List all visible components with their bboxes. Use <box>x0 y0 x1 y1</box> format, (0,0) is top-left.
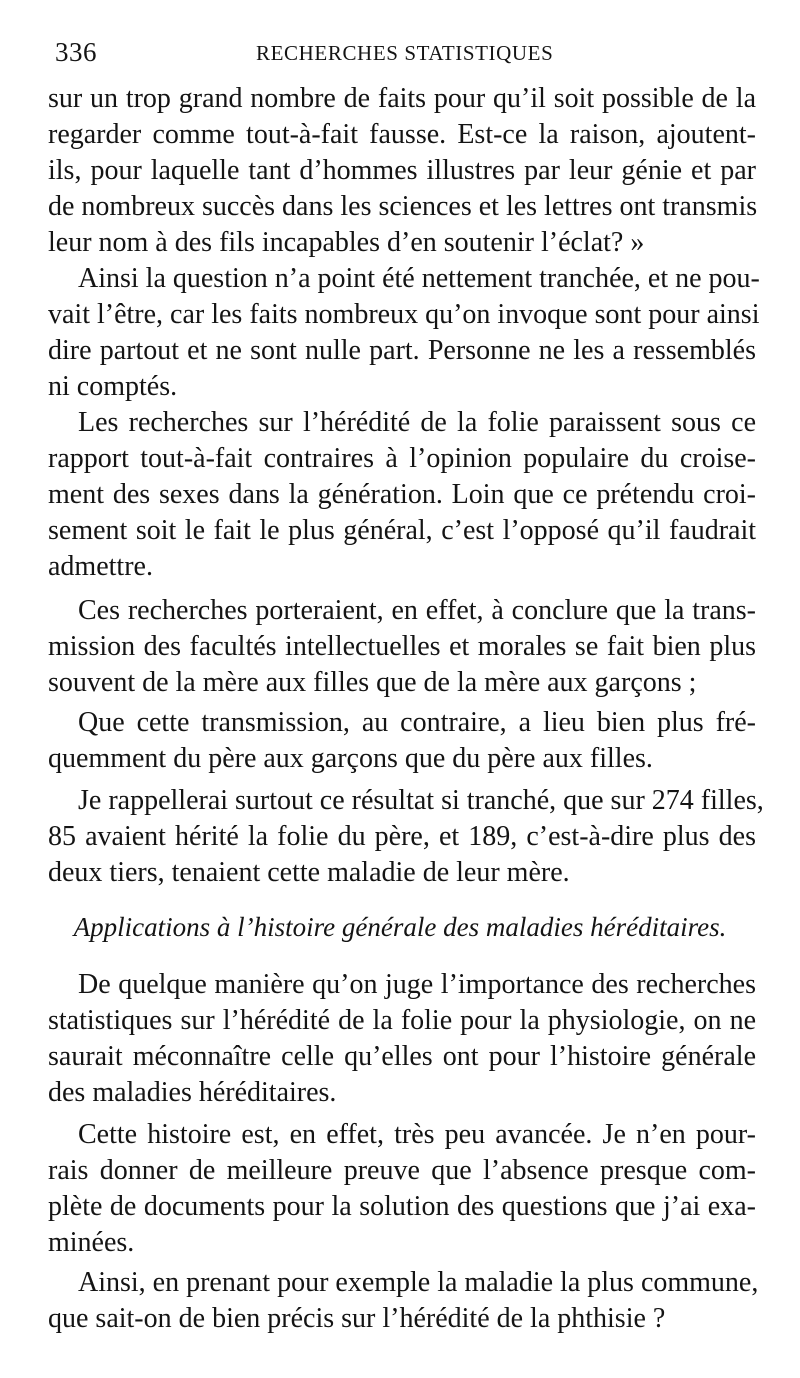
text-line: Je rappellerai surtout ce résultat si tranché, que sur 274 filles, <box>78 785 764 816</box>
text-line: rais donner de meilleure preuve que l’absence presque com- <box>48 1155 756 1186</box>
text-line: admettre. <box>48 551 153 582</box>
text-line: dire partout et ne sont nulle part. Personne ne les a ressemblés <box>48 335 756 366</box>
text-line: ment des sexes dans la génération. Loin que ce prétendu croi- <box>48 479 756 510</box>
text-line: deux tiers, tenaient cette maladie de leur mère. <box>48 857 570 888</box>
text-line: Les recherches sur l’hérédité de la folie paraissent sous ce <box>78 407 756 438</box>
text-line: plète de documents pour la solution des questions que j’ai exa- <box>48 1191 756 1222</box>
running-head: RECHERCHES STATISTIQUES <box>256 41 554 65</box>
text-line: saurait méconnaître celle qu’elles ont pour l’histoire générale <box>48 1041 756 1072</box>
page-header <box>0 36 760 68</box>
text-line: sement soit le fait le plus général, c’est l’opposé qu’il faudrait <box>48 515 756 546</box>
text-line: mission des facultés intellectuelles et morales se fait bien plus <box>48 631 756 662</box>
text-line: 85 avaient hérité la folie du père, et 189, c’est-à-dire plus des <box>48 821 756 852</box>
text-line: Ainsi, en prenant pour exemple la maladie la plus commune, <box>78 1267 759 1298</box>
text-line: ils, pour laquelle tant d’hommes illustres par leur génie et par <box>48 155 756 186</box>
text-line: quemment du père aux garçons que du père aux filles. <box>48 743 653 774</box>
text-line: de nombreux succès dans les sciences et les lettres ont transmis <box>48 191 758 222</box>
text-line: Ainsi la question n’a point été nettement tranchée, et ne pou- <box>78 263 760 294</box>
text-line: rapport tout-à-fait contraires à l’opinion populaire du croise- <box>48 443 756 474</box>
text-line: ni comptés. <box>48 371 178 402</box>
text-line: souvent de la mère aux filles que de la mère aux garçons ; <box>48 667 697 698</box>
text-line: De quelque manière qu’on juge l’importance des recherches <box>78 969 756 1000</box>
text-line: des maladies héréditaires. <box>48 1077 337 1108</box>
text-line: leur nom à des fils incapables d’en soutenir l’éclat? » <box>48 227 645 258</box>
text-line: sur un trop grand nombre de faits pour qu’il soit possible de la <box>48 83 756 114</box>
text-line: que sait-on de bien précis sur l’hérédité de la phthisie ? <box>48 1303 666 1334</box>
text-line: statistiques sur l’hérédité de la folie pour la physiologie, on ne <box>48 1005 756 1036</box>
page-number: 336 <box>55 37 97 67</box>
text-line: Cette histoire est, en effet, très peu avancée. Je n’en pour- <box>78 1119 756 1150</box>
text-line: vait l’être, car les faits nombreux qu’on invoque sont pour ainsi <box>48 299 760 330</box>
text-line: Que cette transmission, au contraire, a lieu bien plus fré- <box>78 707 756 738</box>
text-line: minées. <box>48 1227 135 1258</box>
text-line: regarder comme tout-à-fait fausse. Est-ce la raison, ajoutent- <box>48 119 756 150</box>
section-heading: Applications à l’histoire générale des maladies héréditaires. <box>73 912 727 942</box>
text-line: Ces recherches porteraient, en effet, à conclure que la trans- <box>78 595 756 626</box>
